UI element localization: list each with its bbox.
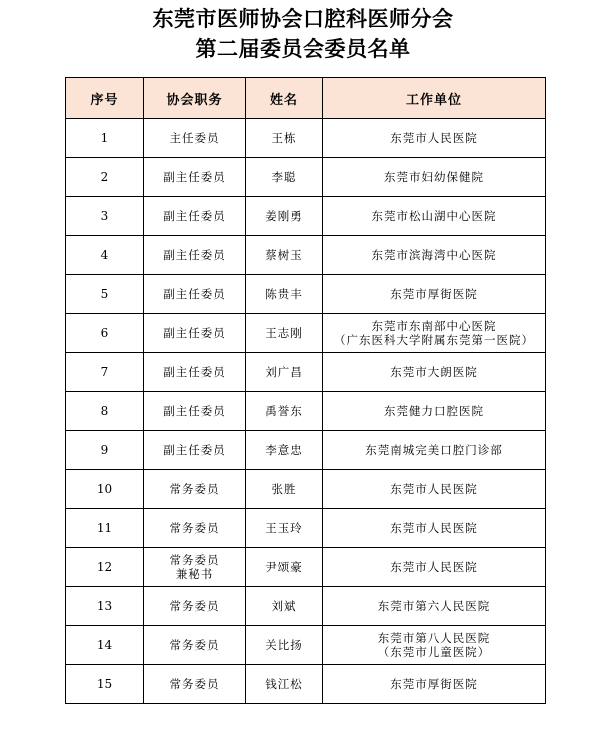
position-line-2: 兼秘书: [175, 567, 214, 581]
cell-position: 副主任委员: [144, 392, 246, 431]
cell-position: 常务委员: [144, 587, 246, 626]
table-row: [66, 587, 546, 626]
work-unit-line-1: 东莞市东南部中心医院: [371, 319, 497, 333]
header-name: 姓名: [246, 78, 323, 119]
work-unit-line-1: 东莞市第八人民医院: [377, 631, 491, 645]
cell-work-unit: 东莞市滨海湾中心医院: [323, 236, 546, 275]
cell-serial-number: 12: [66, 548, 144, 587]
document-title-line-1: 东莞市医师协会口腔科医师分会: [152, 6, 454, 31]
cell-name: 陈贵丰: [246, 275, 323, 314]
cell-serial-number: 4: [66, 236, 144, 275]
cell-position: 副主任委员: [144, 197, 246, 236]
cell-name: 尹颂豪: [246, 548, 323, 587]
table-row: [66, 197, 546, 236]
cell-work-unit: 东莞市厚街医院: [323, 665, 546, 704]
cell-name: 王玉玲: [246, 509, 323, 548]
cell-position: 常务委员: [144, 509, 246, 548]
table-row: [66, 236, 546, 275]
cell-name: 姜刚勇: [246, 197, 323, 236]
cell-name: 刘斌: [246, 587, 323, 626]
cell-position: 常务委员: [144, 665, 246, 704]
cell-serial-number: 11: [66, 509, 144, 548]
cell-position: 副主任委员: [144, 353, 246, 392]
work-unit-line-2: （广东医科大学附属东莞第一医院）: [334, 333, 534, 347]
document-title-line-2: 第二届委员会委员名单: [195, 36, 411, 61]
cell-work-unit: 东莞市厚街医院: [323, 275, 546, 314]
cell-position: 副主任委员: [144, 158, 246, 197]
header-serial-number: 序号: [66, 78, 144, 119]
header-association-position: 协会职务: [144, 78, 246, 119]
work-unit-line-2: （东莞市儿童医院）: [377, 645, 491, 659]
cell-position: [144, 548, 246, 587]
table-row: [66, 626, 546, 665]
table-row: [66, 158, 546, 197]
cell-position: 副主任委员: [144, 275, 246, 314]
cell-work-unit: 东莞市松山湖中心医院: [323, 197, 546, 236]
table-row: [66, 314, 546, 353]
header-work-unit: 工作单位: [323, 78, 546, 119]
table-row: [66, 431, 546, 470]
table-row: [66, 353, 546, 392]
cell-serial-number: 14: [66, 626, 144, 665]
cell-work-unit: 东莞南城完美口腔门诊部: [323, 431, 546, 470]
cell-name: 王志刚: [246, 314, 323, 353]
cell-serial-number: 15: [66, 665, 144, 704]
cell-name: 张胜: [246, 470, 323, 509]
cell-serial-number: 6: [66, 314, 144, 353]
cell-name: 钱江松: [246, 665, 323, 704]
cell-position: 常务委员: [144, 470, 246, 509]
cell-work-unit: 东莞市人民医院: [323, 470, 546, 509]
table-row: [66, 470, 546, 509]
cell-name: 李聪: [246, 158, 323, 197]
cell-position: 常务委员: [144, 626, 246, 665]
table-row: [66, 119, 546, 158]
cell-name: 关比扬: [246, 626, 323, 665]
cell-work-unit: 东莞市第六人民医院: [323, 587, 546, 626]
cell-work-unit: 东莞市人民医院: [323, 119, 546, 158]
cell-work-unit: 东莞市大朗医院: [323, 353, 546, 392]
cell-work-unit: 东莞市人民医院: [323, 548, 546, 587]
table-header-row: [66, 78, 546, 119]
cell-work-unit: [323, 314, 546, 353]
cell-serial-number: 13: [66, 587, 144, 626]
position-line-1: 常务委员: [169, 553, 220, 567]
cell-serial-number: 8: [66, 392, 144, 431]
cell-name: 李意忠: [246, 431, 323, 470]
table-row: [66, 509, 546, 548]
cell-serial-number: 3: [66, 197, 144, 236]
cell-position: 副主任委员: [144, 431, 246, 470]
cell-serial-number: 1: [66, 119, 144, 158]
cell-position: 主任委员: [144, 119, 246, 158]
cell-name: 王栋: [246, 119, 323, 158]
cell-serial-number: 10: [66, 470, 144, 509]
cell-position: 副主任委员: [144, 236, 246, 275]
cell-work-unit: 东莞健力口腔医院: [323, 392, 546, 431]
cell-serial-number: 5: [66, 275, 144, 314]
table-row: [66, 548, 546, 587]
cell-serial-number: 7: [66, 353, 144, 392]
committee-member-table: [65, 77, 546, 704]
table-row: [66, 275, 546, 314]
table-row: [66, 392, 546, 431]
cell-position: 副主任委员: [144, 314, 246, 353]
table-row: [66, 665, 546, 704]
cell-work-unit: [323, 626, 546, 665]
cell-serial-number: 9: [66, 431, 144, 470]
cell-name: 蔡树玉: [246, 236, 323, 275]
cell-name: 刘广昌: [246, 353, 323, 392]
cell-work-unit: 东莞市妇幼保健院: [323, 158, 546, 197]
cell-work-unit: 东莞市人民医院: [323, 509, 546, 548]
cell-serial-number: 2: [66, 158, 144, 197]
cell-name: 禹誉东: [246, 392, 323, 431]
